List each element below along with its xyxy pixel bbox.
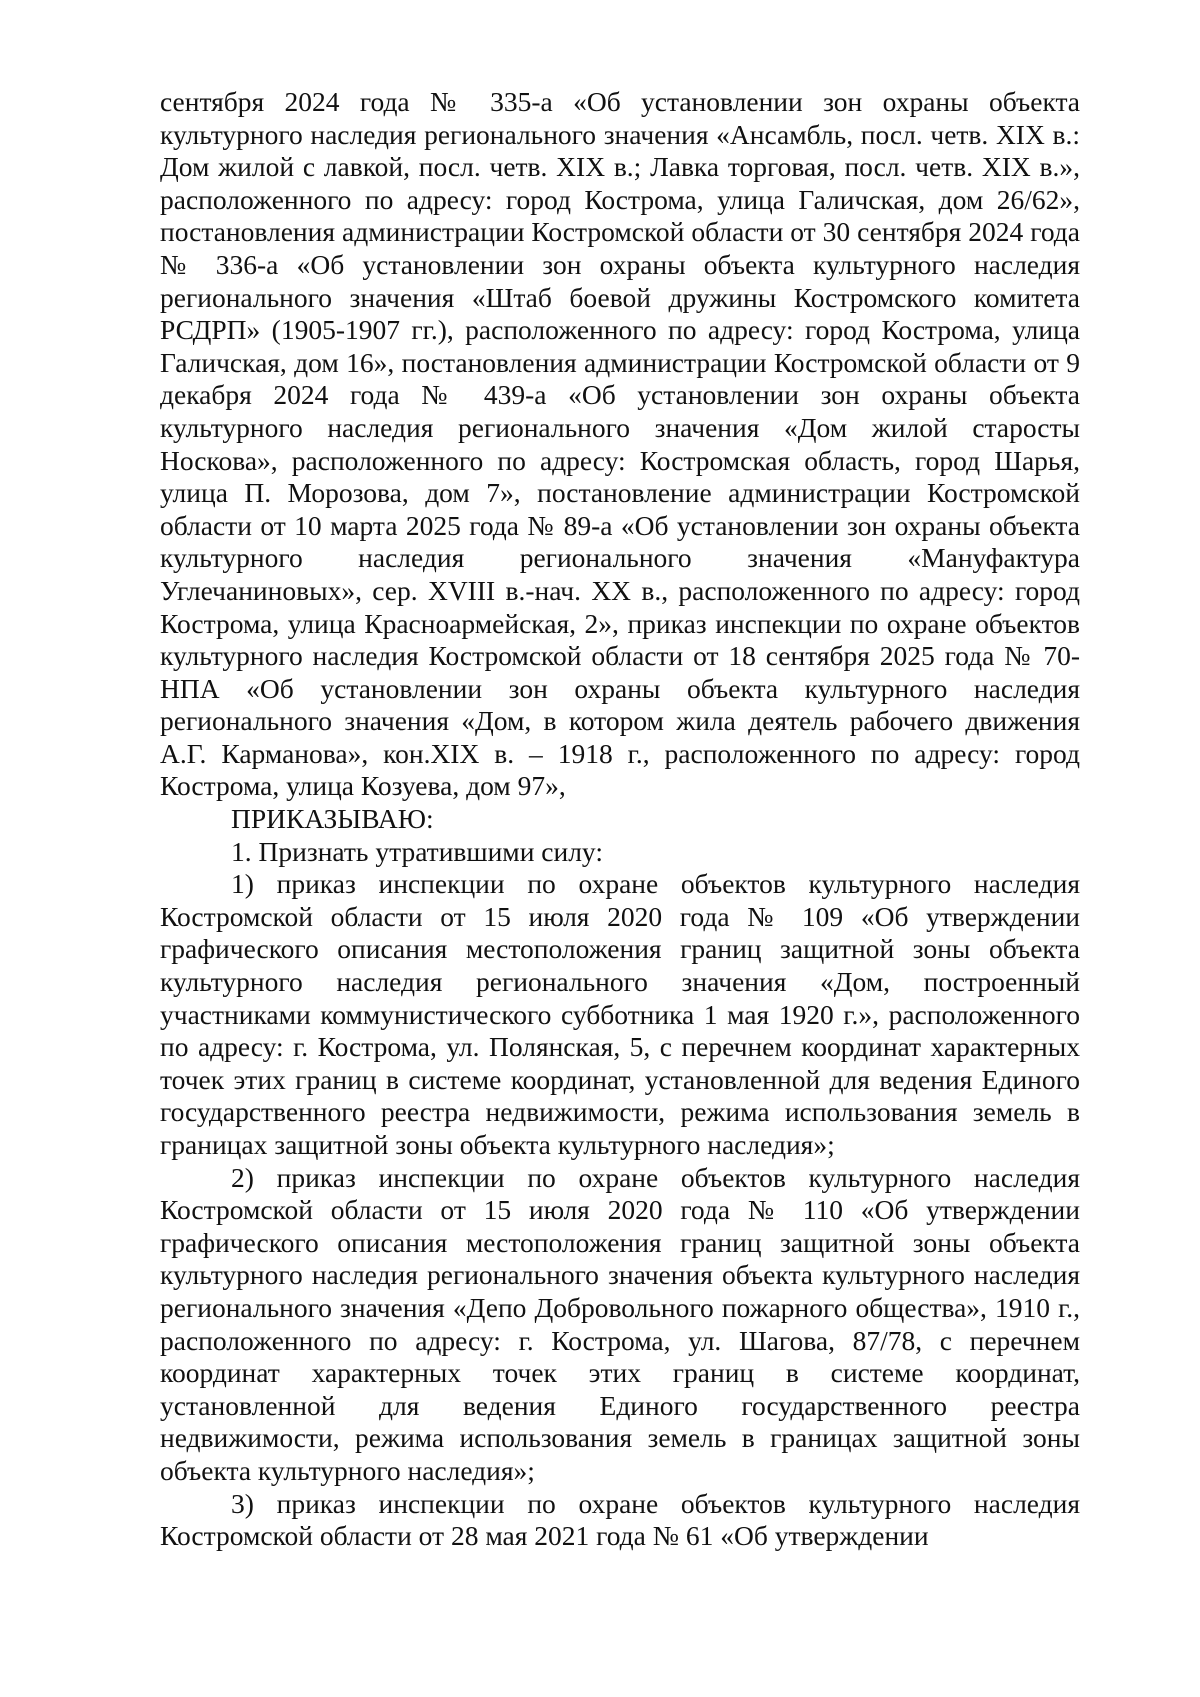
list-item-3: 3) приказ инспекции по охране объектов культурного наследия Костромской области от 28 мая 2021 года № 61 «Об утверждении <box>160 1487 1080 1552</box>
list-item-2: 2) приказ инспекции по охране объектов культурного наследия Костромской области от 15 июля 2020 года № 110 «Об утверждении графического описания местоположения границ защитной зоны объекта культурного наследия регионального значения объекта культурного наследия регионального значения «Депо Добровольного пожарного общества», 1910 г., расположенного по адресу: г. Кострома, ул. Шагова, 87/78, с перечнем координат характерных точек этих границ в системе координат, установленной для ведения Единого государственного реестра недвижимости, режима использования земель в границах защитной зоны объекта культурного наследия»; <box>160 1161 1080 1486</box>
preamble-paragraph: сентября 2024 года № 335-а «Об установлении зон охраны объекта культурного наследия регионального значения «Ансамбль, посл. четв. XIX в.: Дом жилой с лавкой, посл. четв. XIX в.; Лавка торговая, посл. четв. XIX в.», расположенного по адресу: город Кострома, улица Галичская, дом 26/62», постановления администрации Костромской области от 30 сентября 2024 года № 336-а «Об установлении зон охраны объекта культурного наследия регионального значения «Штаб боевой дружины Костромского комитета РСДРП» (1905-1907 гг.), расположенного по адресу: город Кострома, улица Галичская, дом 16», постановления администрации Костромской области от 9 декабря 2024 года № 439-а «Об установлении зон охраны объекта культурного наследия регионального значения «Дом жилой старосты Носкова», расположенного по адресу: Костромская область, город Шарья, улица П. Морозова, дом 7», постановление администрации Костромской области от 10 марта 2025 года № 89-а «Об установлении зон охраны объекта культурного наследия регионального значения «Мануфактура Углечаниновых», сер. XVIII в.-нач. XX в., расположенного по адресу: город Кострома, улица Красноармейская, 2», приказ инспекции по охране объектов культурного наследия Костромской области от 18 сентября 2025 года № 70-НПА «Об установлении зон охраны объекта культурного наследия регионального значения «Дом, в котором жила деятель рабочего движения А.Г. Карманова», кон.XIX в. – 1918 г., расположенного по адресу: город Кострома, улица Козуева, дом 97», <box>160 86 1080 802</box>
document-body <box>160 86 1080 1553</box>
list-item-1: 1) приказ инспекции по охране объектов культурного наследия Костромской области от 15 июля 2020 года № 109 «Об утверждении графического описания местоположения границ защитной зоны объекта культурного наследия регионального значения «Дом, построенный участниками коммунистического субботника 1 мая 1920 г.», расположенного по адресу: г. Кострома, ул. Полянская, 5, с перечнем координат характерных точек этих границ в системе координат, установленной для ведения Единого государственного реестра недвижимости, режима использования земель в границах защитной зоны объекта культурного наследия»; <box>160 868 1080 1160</box>
point-1-paragraph: 1. Признать утратившими силу: <box>231 835 603 867</box>
order-heading: ПРИКАЗЫВАЮ: <box>231 803 434 835</box>
